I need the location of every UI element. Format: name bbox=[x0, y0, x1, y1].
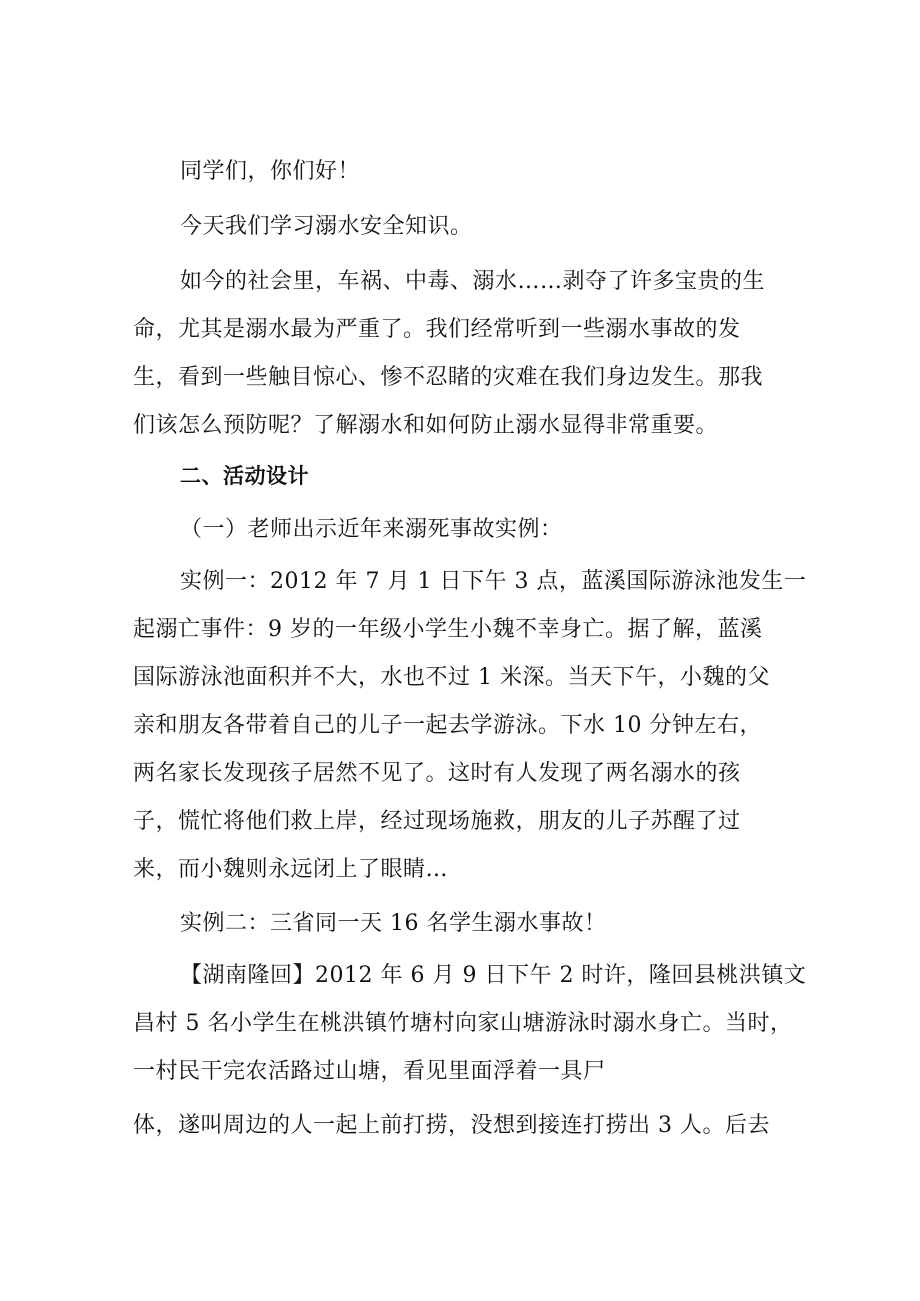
paragraph-line: 子，慌忙将他们救上岸，经过现场施救，朋友的儿子苏醒了过 bbox=[133, 809, 741, 834]
paragraph-line: 两名家长发现孩子居然不见了。这时有人发现了两名溺水的孩 bbox=[133, 761, 741, 786]
paragraph-line: 们该怎么预防呢？了解溺水和如何防止溺水显得非常重要。 bbox=[133, 413, 719, 438]
paragraph-line: 亲和朋友各带着自己的儿子一起去学游泳。下水 10 分钟左右， bbox=[133, 713, 762, 738]
paragraph-line: 国际游泳池面积并不大，水也不过 1 米深。当天下午，小魏的父 bbox=[133, 665, 770, 690]
paragraph-line: 命，尤其是溺水最为严重了。我们经常听到一些溺水事故的发 bbox=[133, 317, 741, 342]
example-title: 实例二：三省同一天 16 名学生溺水事故！ bbox=[180, 911, 607, 936]
paragraph-line: 一村民干完农活路过山塘，看见里面浮着一具尸 bbox=[133, 1059, 606, 1084]
subsection-heading: （一）老师出示近年来溺死事故实例： bbox=[180, 517, 563, 542]
paragraph-line: 起溺亡事件：9 岁的一年级小学生小魏不幸身亡。据了解，蓝溪 bbox=[133, 617, 763, 642]
paragraph-line: 来，而小魏则永远闭上了眼睛… bbox=[133, 857, 449, 882]
paragraph-line: 昌村 5 名小学生在桃洪镇竹塘村向家山塘游泳时溺水身亡。当时， bbox=[133, 1011, 793, 1036]
section-heading: 二、活动设计 bbox=[180, 464, 309, 488]
paragraph-line: 体，遂叫周边的人一起上前打捞，没想到接连打捞出 3 人。后去 bbox=[133, 1113, 770, 1138]
greeting-text: 同学们，你们好！ bbox=[180, 159, 361, 184]
paragraph-line: 生，看到一些触目惊心、惨不忍睹的灾难在我们身边发生。那我 bbox=[133, 365, 764, 390]
intro-text: 今天我们学习溺水安全知识。 bbox=[180, 214, 473, 239]
paragraph-line: 【湖南隆回】2012 年 6 月 9 日下午 2 时许，隆回县桃洪镇文 bbox=[180, 963, 807, 988]
paragraph-line: 如今的社会里，车祸、中毒、溺水……剥夺了许多宝贵的生 bbox=[180, 269, 766, 294]
paragraph-line: 实例一：2012 年 7 月 1 日下午 3 点，蓝溪国际游泳池发生一 bbox=[180, 569, 807, 594]
